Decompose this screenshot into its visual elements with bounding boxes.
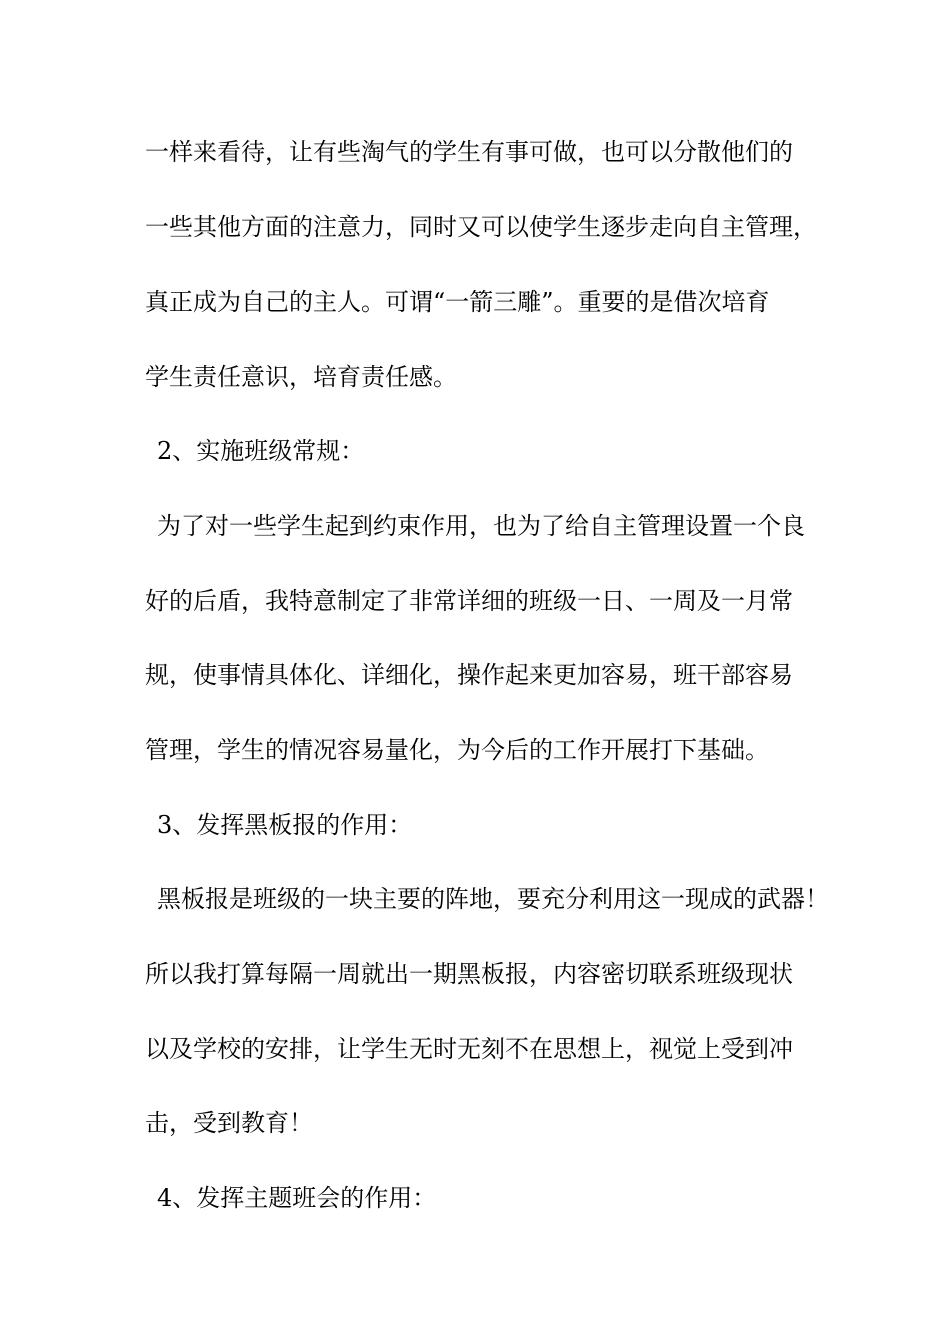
paragraph-line: 为了对一些学生起到约束作用，也为了给自主管理设置一个良 — [157, 512, 805, 540]
paragraph-line: 黑板报是班级的一块主要的阵地，要充分利用这一现成的武器！ — [157, 885, 829, 913]
paragraph-line: 学生责任意识，培育责任感。 — [145, 363, 457, 391]
paragraph-line: 真正成为自己的主人。可谓“一箭三雕”。重要的是借次培育 — [145, 288, 770, 316]
paragraph-line: 以及学校的安排，让学生无时无刻不在思想上，视觉上受到冲 — [145, 1035, 793, 1063]
paragraph-line: 好的后盾，我特意制定了非常详细的班级一日、一周及一月常 — [145, 587, 793, 615]
section-heading-2: 2、实施班级常规： — [157, 437, 365, 465]
paragraph-line: 规，使事情具体化、详细化，操作起来更加容易，班干部容易 — [145, 661, 793, 689]
section-heading-4: 4、发挥主题班会的作用： — [157, 1184, 437, 1212]
paragraph-line: 一些其他方面的注意力，同时又可以使学生逐步走向自主管理， — [145, 213, 817, 241]
paragraph-line: 一样来看待，让有些淘气的学生有事可做，也可以分散他们的 — [145, 138, 793, 166]
paragraph-line: 所以我打算每隔一周就出一期黑板报，内容密切联系班级现状 — [145, 960, 793, 988]
paragraph-line: 击，受到教育！ — [145, 1109, 313, 1137]
paragraph-line: 管理，学生的情况容易量化，为今后的工作开展打下基础。 — [145, 736, 769, 764]
section-heading-3: 3、发挥黑板报的作用： — [157, 811, 413, 839]
